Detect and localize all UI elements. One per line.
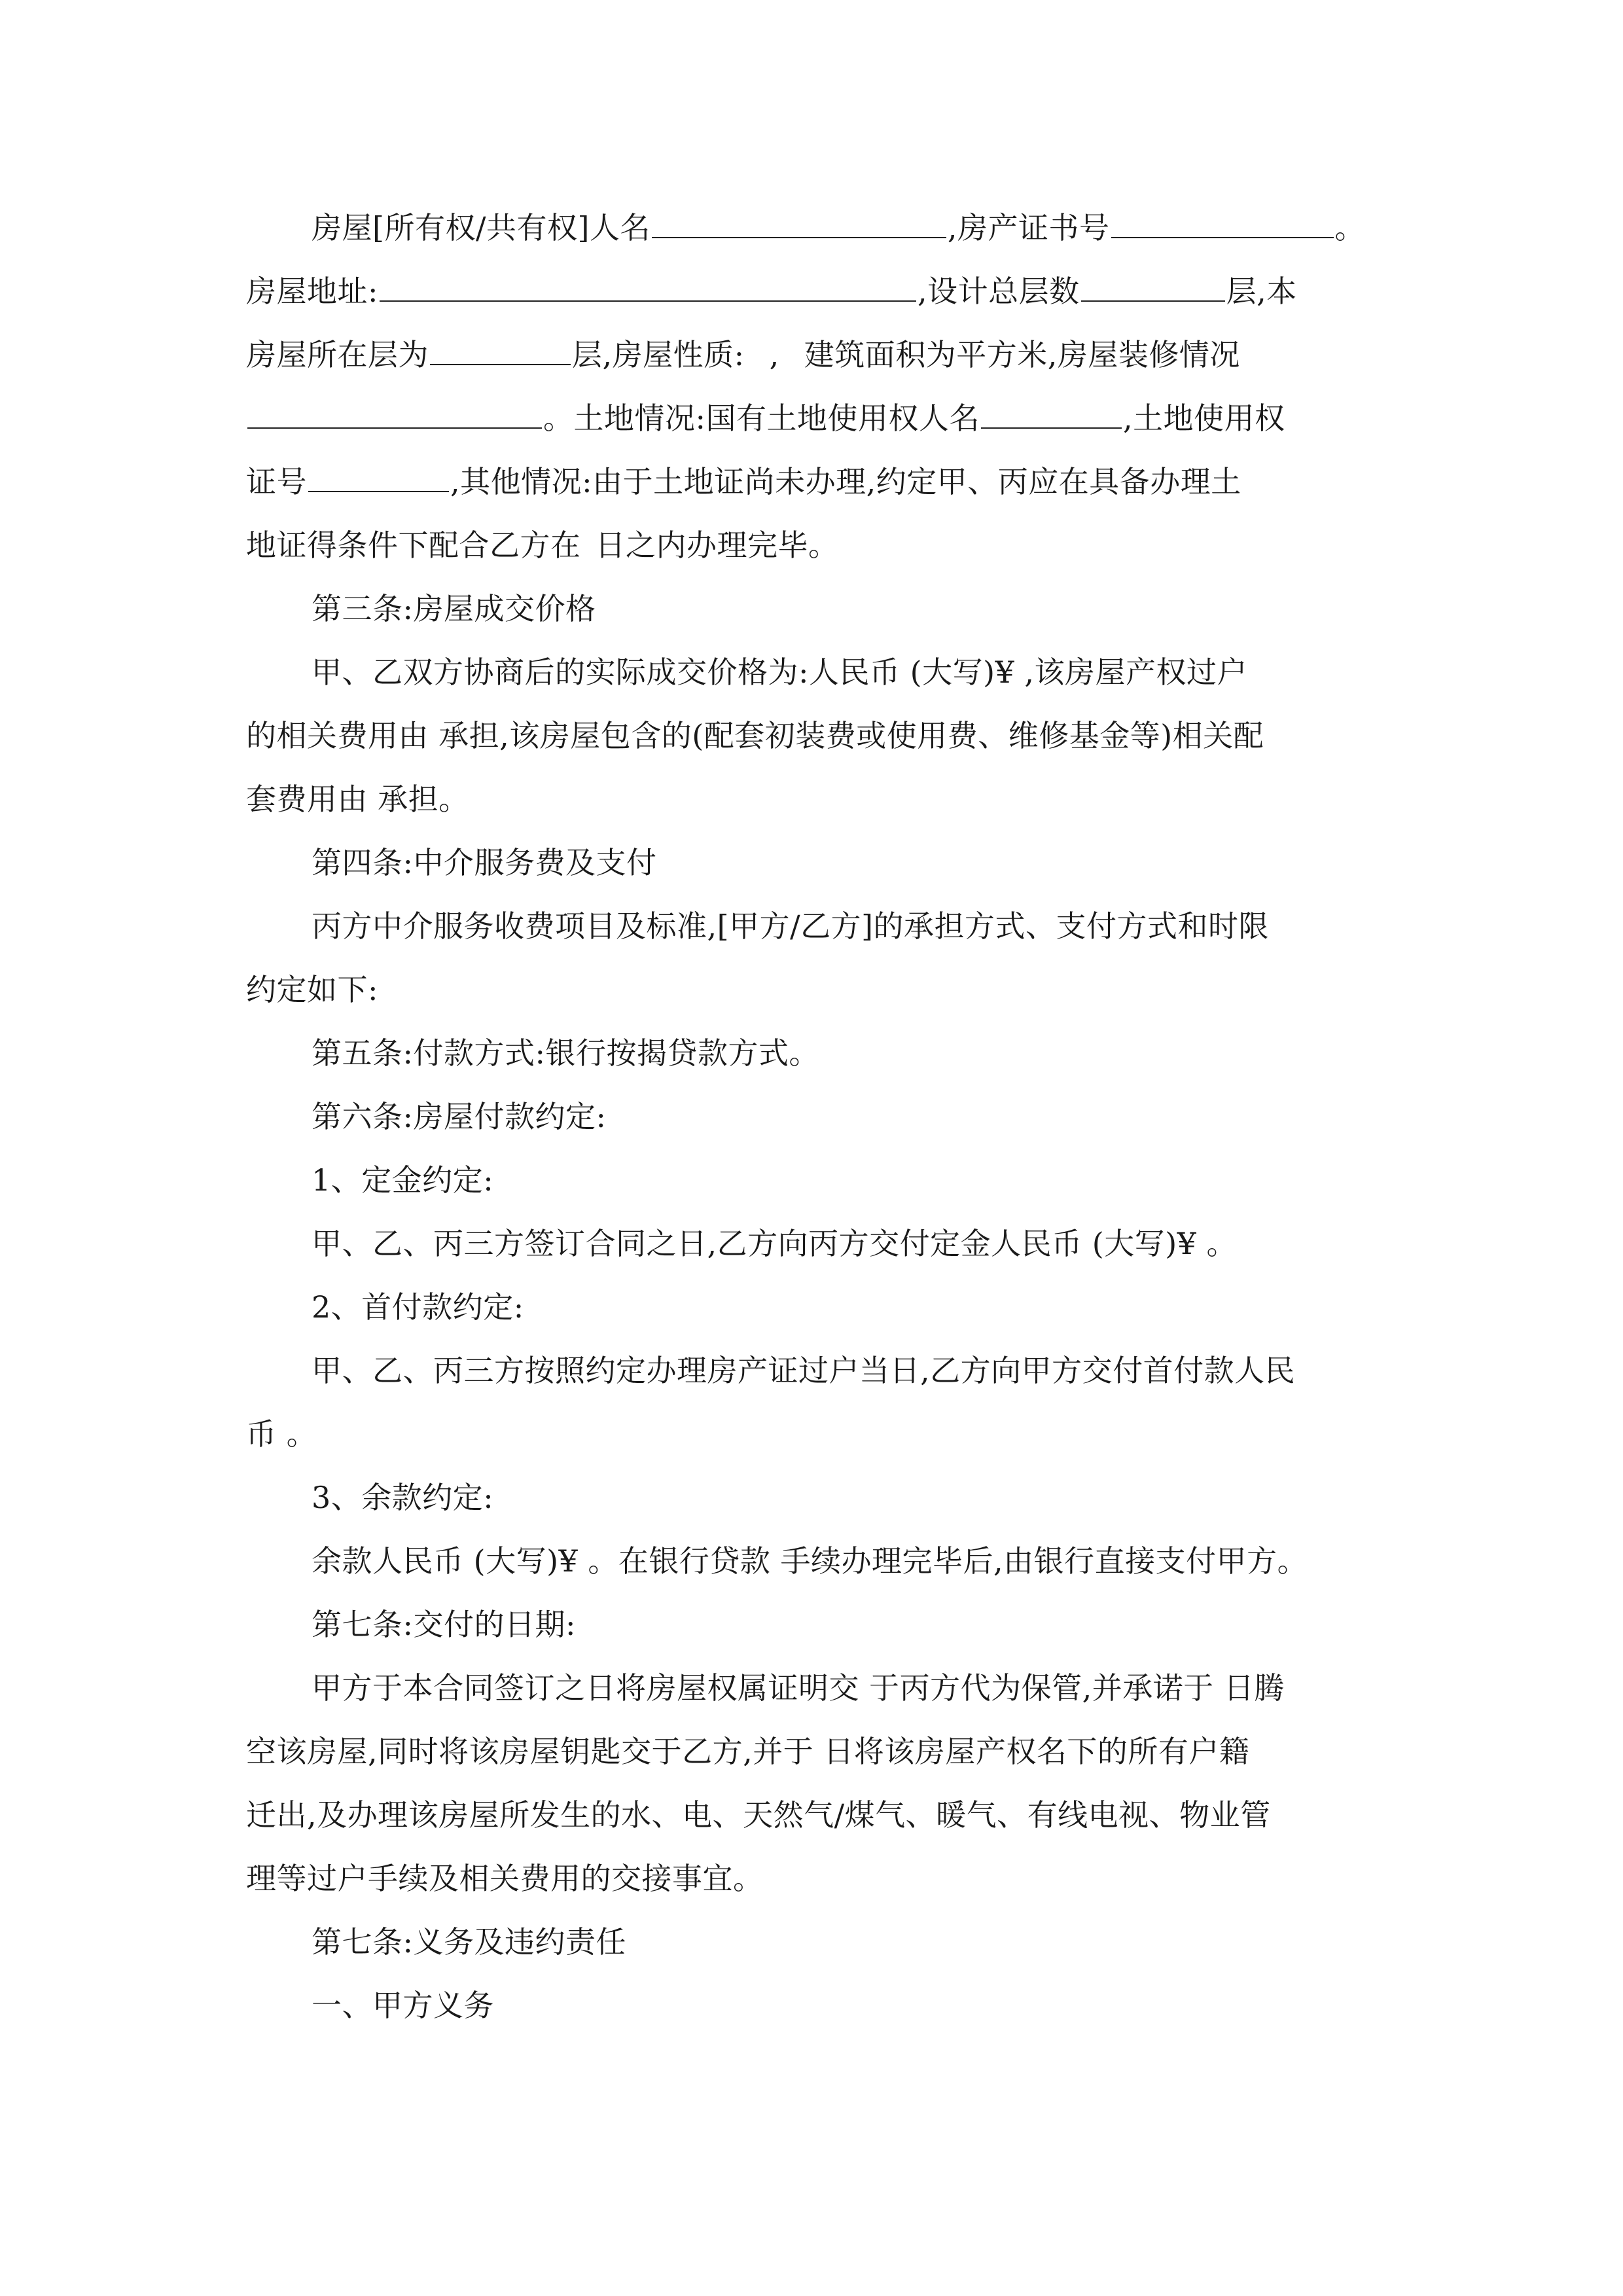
- heading-article-3: 第三条:房屋成交价格: [312, 591, 596, 626]
- text-period: 。: [1334, 210, 1366, 245]
- heading-article-6: 第六条:房屋付款约定:: [312, 1099, 607, 1134]
- paragraph-deposit: 甲、乙、丙三方签订合同之日,乙方向丙方交付定金人民币 (大写)¥ 。: [312, 1226, 1238, 1261]
- blank-floor: [430, 338, 571, 365]
- blank-certificate-number: [1111, 211, 1334, 238]
- blank-total-floors: [1081, 274, 1225, 302]
- paragraph-delivery-line4: 理等过户手续及相关费用的交接事宜。: [246, 1861, 764, 1896]
- text-owner-label: 房屋[所有权/共有权]人名: [312, 210, 651, 245]
- blank-land-cert-number: [308, 465, 449, 492]
- blank-owner-name: [652, 211, 946, 238]
- heading-article-5: 第五条:付款方式:银行按揭贷款方式。: [312, 1035, 819, 1071]
- text-land-cert-label: ,土地使用权: [1123, 401, 1285, 436]
- paragraph-balance: 余款人民币 (大写)¥ 。在银行贷款 手续办理完毕后,由银行直接支付甲方。: [312, 1543, 1308, 1579]
- paragraph-land-line: [246, 387, 1378, 450]
- document-body: [246, 196, 1378, 2037]
- paragraph-address-line: [246, 260, 1378, 323]
- text-nature-label: 层,房屋性质:: [572, 337, 745, 372]
- paragraph-delivery-line1: 甲方于本合同签订之日将房屋权属证明交 于丙方代为保管,并承诺于 日腾: [312, 1670, 1285, 1706]
- paragraph-land-cert-line: [246, 450, 1378, 514]
- paragraph-art3-line1: 甲、乙双方协商后的实际成交价格为:人民币 (大写)¥ ,该房屋产权过户: [312, 655, 1248, 690]
- paragraph-delivery-line2: 空该房屋,同时将该房屋钥匙交于乙方,并于 日将该房屋产权名下的所有户籍: [246, 1734, 1250, 1769]
- text-certificate-label: ,房产证书号: [947, 210, 1110, 245]
- paragraph-down-payment-line1: 甲、乙、丙三方按照约定办理房产证过户当日,乙方向甲方交付首付款人民: [312, 1353, 1296, 1388]
- heading-party-a-obligations: 一、甲方义务: [312, 1988, 494, 2023]
- paragraph-owner-line: [246, 196, 1378, 260]
- paragraph-delivery-line3: 迁出,及办理该房屋所发生的水、电、天然气/煤气、暖气、有线电视、物业管: [246, 1797, 1271, 1833]
- text-floors-label: ,设计总层数: [918, 274, 1080, 309]
- heading-deposit: 1、定金约定:: [312, 1162, 494, 1198]
- text-cert-number-label: 证号: [246, 464, 307, 499]
- heading-article-4: 第四条:中介服务费及支付: [312, 845, 657, 880]
- paragraph-down-payment-line2: 币 。: [246, 1416, 317, 1452]
- paragraph-art3-line3: 套费用由 承担。: [246, 781, 469, 817]
- text-comma: ,: [769, 337, 779, 372]
- heading-article-7-obligations: 第七条:义务及违约责任: [312, 1924, 626, 1960]
- text-floor-label: 房屋所在层为: [246, 337, 429, 372]
- paragraph-land-deadline: [246, 514, 1378, 577]
- text-area-label: 建筑面积为平方米,房屋装修情况: [804, 337, 1240, 372]
- paragraph-art4-line1: 丙方中介服务收费项目及标准,[甲方/乙方]的承担方式、支付方式和时限: [312, 908, 1270, 944]
- blank-decoration: [247, 401, 542, 429]
- blank-land-owner: [981, 401, 1122, 429]
- text-deadline-b: 日之内办理完毕。: [595, 528, 839, 563]
- text-floors-suffix: 层,本: [1226, 274, 1297, 309]
- heading-down-payment: 2、首付款约定:: [312, 1289, 524, 1325]
- paragraph-art4-line2: 约定如下:: [246, 972, 378, 1007]
- text-other-info: ,其他情况:由于土地证尚未办理,约定甲、丙应在具备办理土: [450, 464, 1241, 499]
- text-address-label: 房屋地址:: [246, 274, 378, 309]
- blank-address: [380, 274, 916, 302]
- paragraph-art3-line2: 的相关费用由 承担,该房屋包含的(配套初装费或使用费、维修基金等)相关配: [246, 718, 1264, 753]
- paragraph-floor-line: [246, 323, 1378, 387]
- heading-balance: 3、余款约定:: [312, 1480, 494, 1515]
- heading-article-7-delivery: 第七条:交付的日期:: [312, 1607, 576, 1642]
- text-deadline-a: 地证得条件下配合乙方在: [246, 528, 581, 563]
- text-land-label: 。土地情况:国有土地使用权人名: [543, 401, 980, 436]
